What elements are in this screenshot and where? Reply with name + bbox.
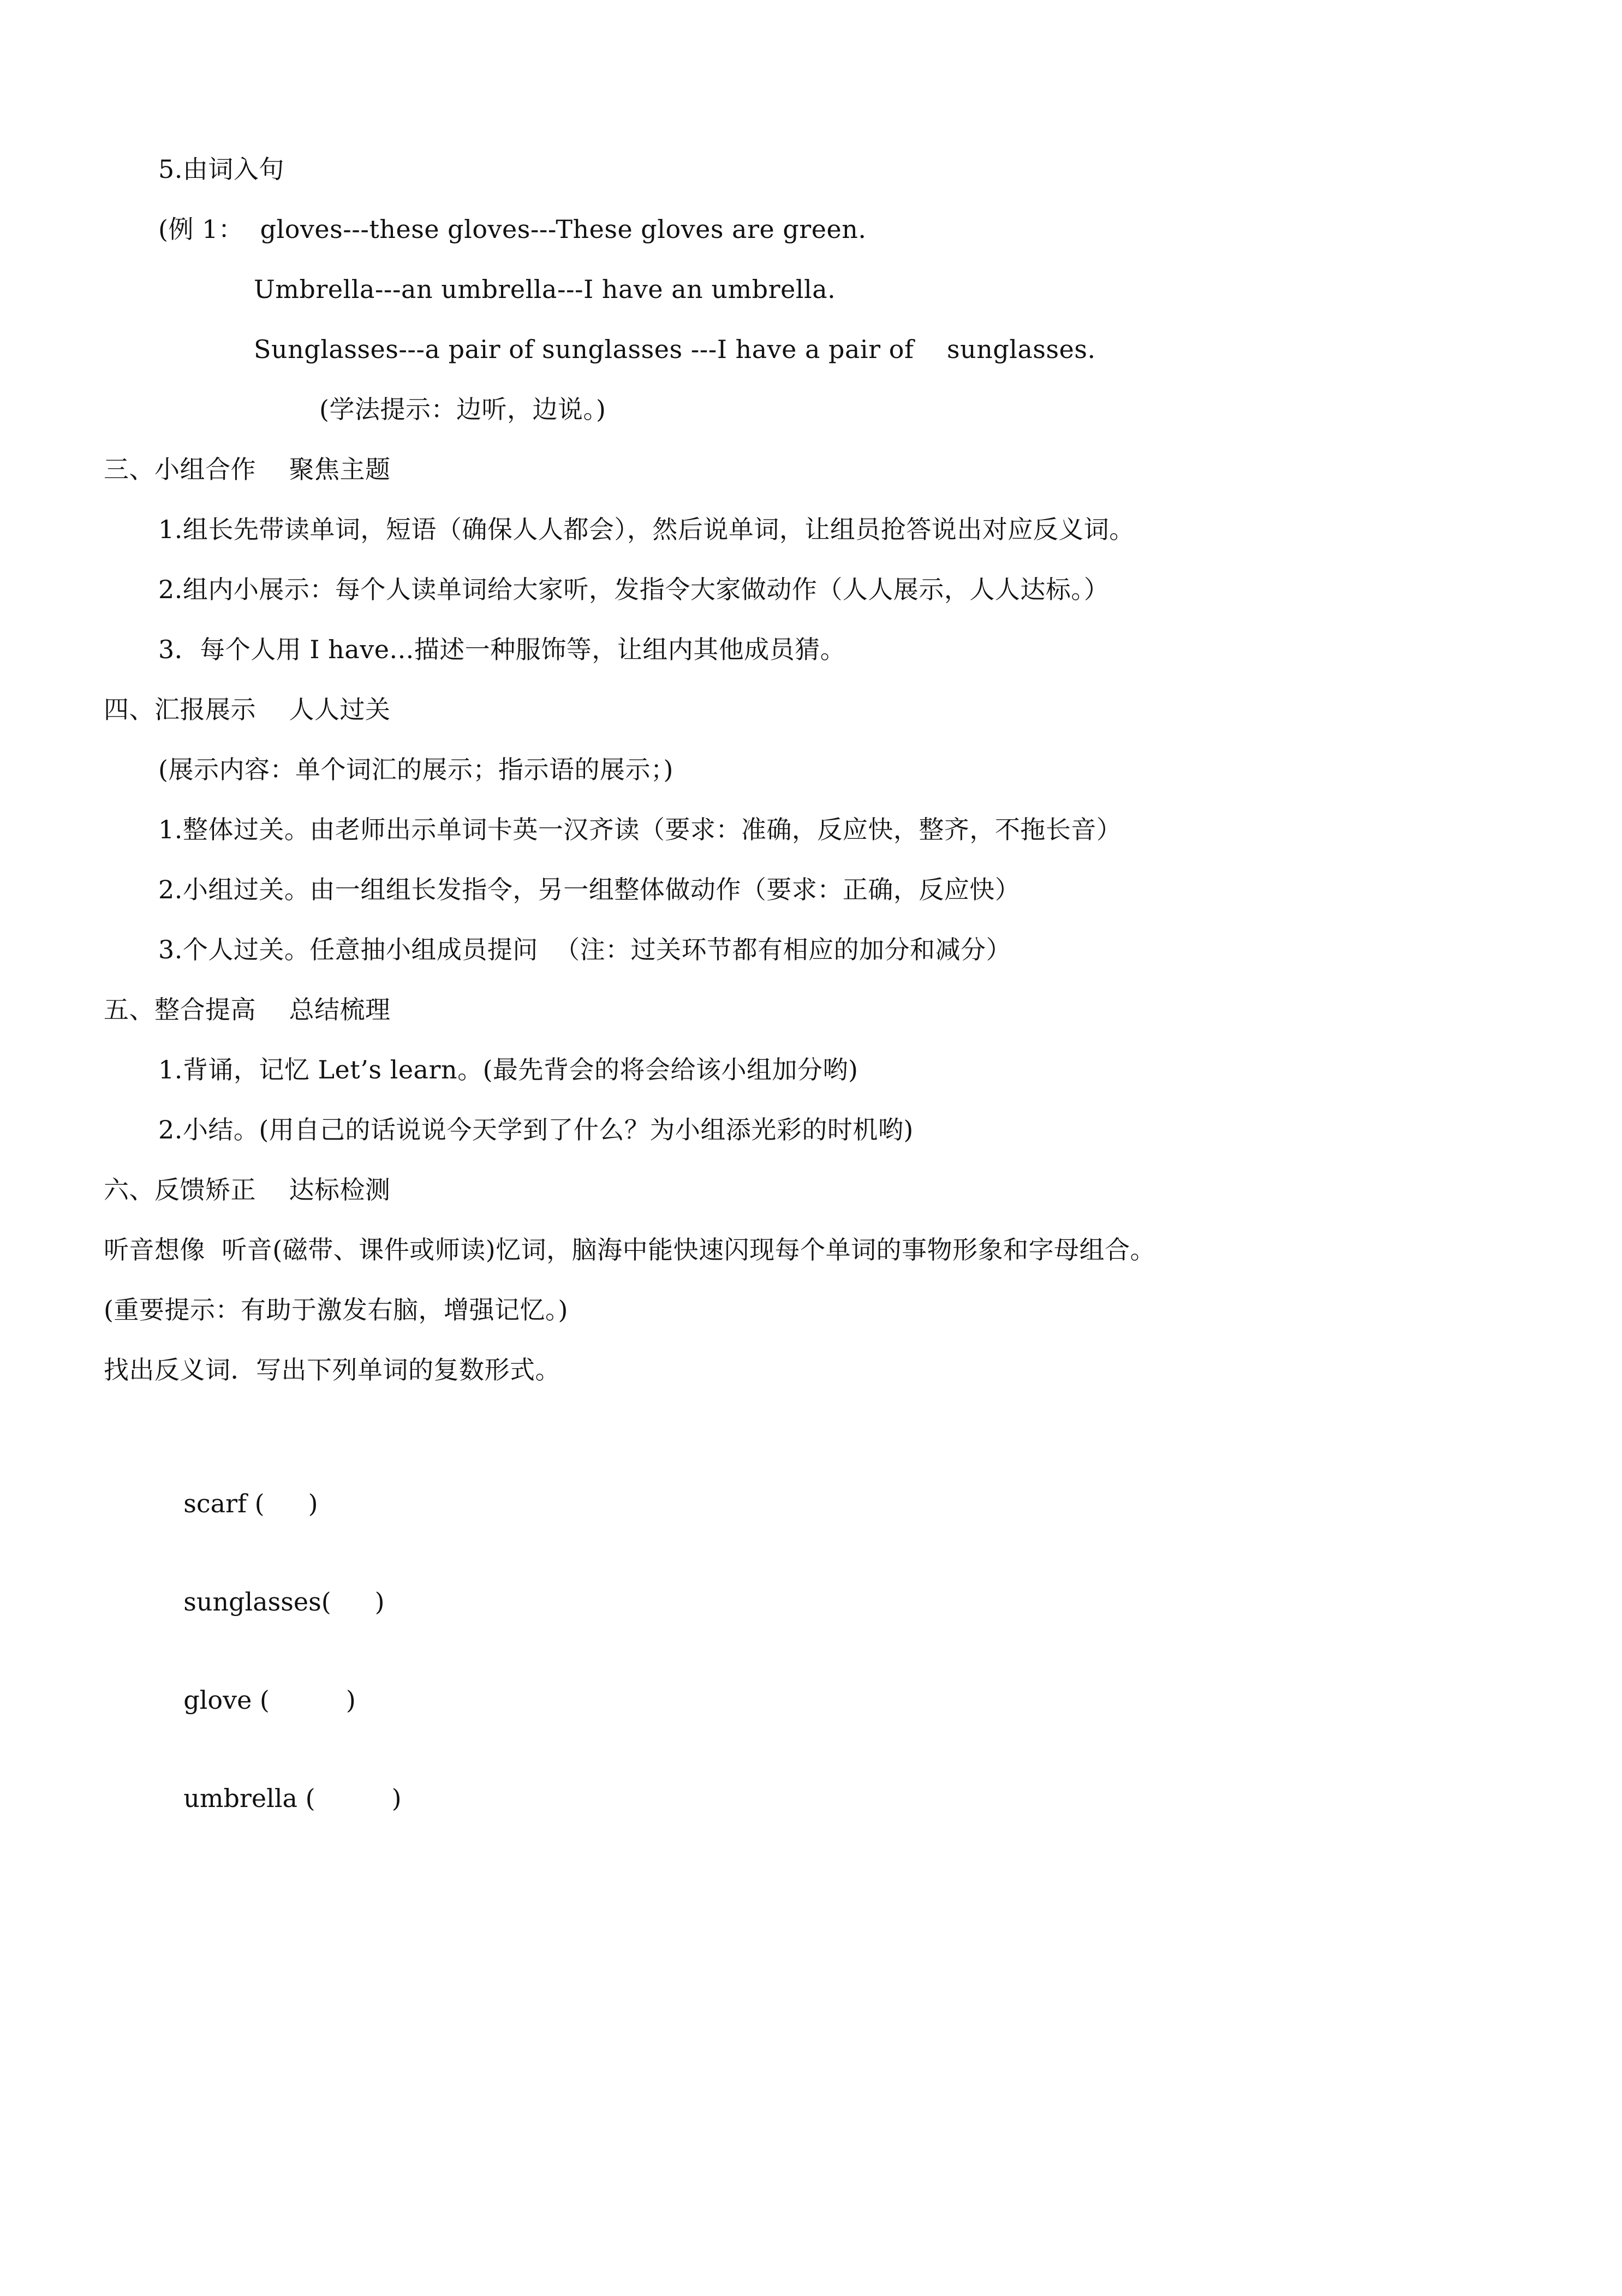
listening-imagination: 听音想像 听音(磁带、课件或师读)忆词，脑海中能快速闪现每个单词的事物形象和字母组合。 bbox=[104, 1235, 1156, 1265]
important-tip: (重要提示：有助于激发右脑，增强记忆。) bbox=[104, 1295, 568, 1325]
example-sunglasses: Sunglasses---a pair of sunglasses ---I have a pair of sunglasses. bbox=[254, 335, 1096, 364]
section-4-item-2: 2.小组过关。由一组组长发指令，另一组整体做动作（要求：正确，反应快） bbox=[158, 875, 1021, 904]
umbrella-blank[interactable] bbox=[136, 1749, 402, 1847]
section-4-item-1: 1.整体过关。由老师出示单词卡英一汉齐读（要求：准确，反应快，整齐，不拖长音） bbox=[158, 815, 1122, 844]
section-3-item-2: 2.组内小展示：每个人读单词给大家听，发指令大家做动作（人人展示，人人达标。） bbox=[158, 575, 1110, 604]
step-5-heading: 5.由词入句 bbox=[158, 154, 284, 184]
glove-close-paren: ) bbox=[345, 1685, 356, 1715]
section-5-heading: 五、整合提高 总结梳理 bbox=[104, 995, 391, 1024]
section-4-display-content: (展示内容：单个词汇的展示；指示语的展示；) bbox=[158, 755, 673, 784]
umbrella-close-paren: ) bbox=[391, 1784, 402, 1813]
section-4-heading: 四、汇报展示 人人过关 bbox=[104, 695, 391, 724]
sunglasses-close-paren: ) bbox=[374, 1587, 385, 1617]
sunglasses-label: sunglasses( bbox=[183, 1587, 331, 1617]
glove-label: glove ( bbox=[183, 1685, 270, 1715]
glove-blank[interactable] bbox=[136, 1651, 356, 1749]
fill-in-row bbox=[104, 1422, 444, 1880]
exercise-instructions: 找出反义词．写出下列单词的复数形式。 bbox=[104, 1355, 560, 1385]
example-1-gloves: (例 1： gloves---these gloves---These gloves are green. bbox=[158, 214, 867, 244]
study-tip-listen-speak: (学法提示：边听，边说。) bbox=[319, 395, 606, 424]
section-3-item-3: 3．每个人用 I have...描述一种服饰等，让组内其他成员猜。 bbox=[158, 635, 846, 664]
section-4-item-3: 3.个人过关。任意抽小组成员提问 （注：过关环节都有相应的加分和减分） bbox=[158, 935, 1012, 964]
sunglasses-blank[interactable] bbox=[136, 1553, 385, 1651]
scarf-close-paren: ) bbox=[308, 1489, 318, 1518]
section-3-heading: 三、小组合作 聚焦主题 bbox=[104, 455, 391, 484]
scarf-blank[interactable] bbox=[136, 1454, 318, 1553]
section-3-item-1: 1.组长先带读单词，短语（确保人人都会），然后说单词，让组员抢答说出对应反义词。 bbox=[158, 515, 1135, 544]
section-6-heading: 六、反馈矫正 达标检测 bbox=[104, 1175, 391, 1204]
section-5-item-1: 1.背诵，记忆 Let’s learn。(最先背会的将会给该小组加分哟) bbox=[158, 1055, 858, 1084]
scarf-label: scarf ( bbox=[183, 1489, 265, 1518]
example-umbrella: Umbrella---an umbrella---I have an umbrella. bbox=[254, 275, 836, 304]
umbrella-label: umbrella ( bbox=[183, 1784, 315, 1813]
section-5-item-2: 2.小结。(用自己的话说说今天学到了什么？为小组添光彩的时机哟) bbox=[158, 1115, 914, 1144]
